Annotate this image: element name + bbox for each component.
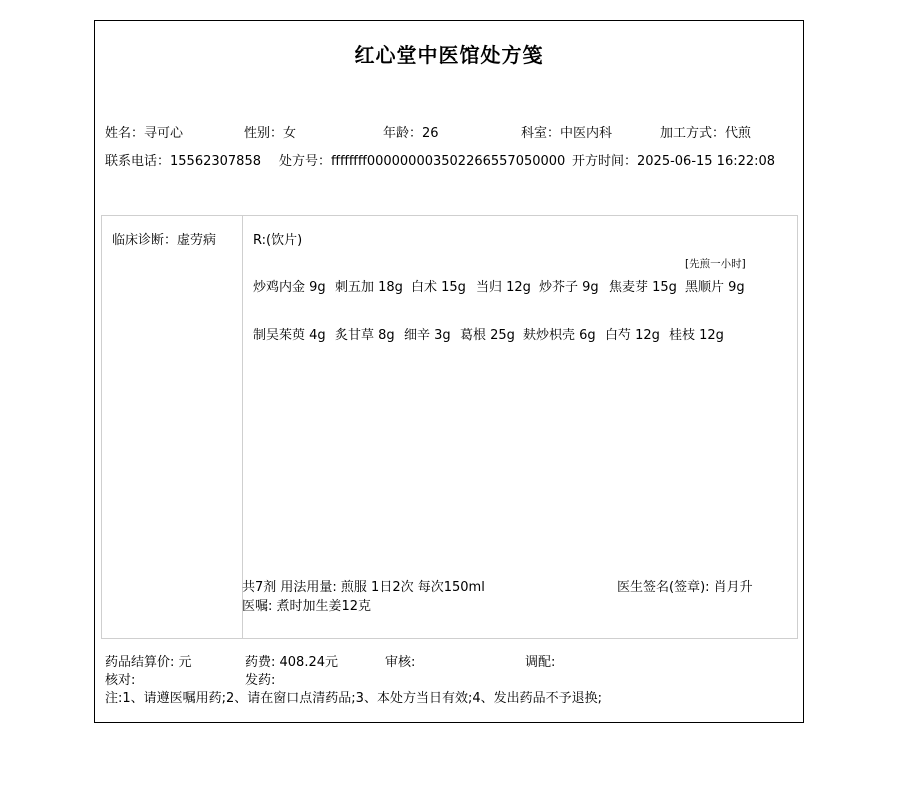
check-label: 核对: <box>105 673 136 688</box>
herb-item: 葛根 25g <box>460 328 515 343</box>
herb-item: 炒芥子 9g <box>539 280 599 295</box>
herb-item: 当归 12g <box>476 280 531 295</box>
herb-item: 麸炒枳壳 6g <box>523 328 596 343</box>
patient-age: 年龄：26 <box>383 126 439 141</box>
herb-item: 刺五加 18g <box>335 280 403 295</box>
issue-label: 发药: <box>245 673 276 688</box>
herb-item: 炙甘草 8g <box>335 328 395 343</box>
doctor-signature: 医生签名(签章): 肖月升 <box>617 580 753 595</box>
herb-item: 细辛 3g <box>404 328 451 343</box>
herb-item: 桂枝 12g <box>669 328 724 343</box>
patient-gender: 性别：女 <box>244 126 297 141</box>
herb-item: 黑顺片 9g <box>685 280 745 295</box>
footer-note: 注:1、请遵医嘱用药;2、请在窗口点清药品;3、本处方当日有效;4、发出药品不予退换; <box>105 691 602 706</box>
prescribe-time: 开方时间：2025-06-15 16:22:08 <box>572 154 776 169</box>
rx-label: R:(饮片) <box>253 233 303 248</box>
herb-item: 炒鸡内金 9g <box>253 280 326 295</box>
medical-advice: 医嘱: 煮时加生姜12克 <box>242 599 372 614</box>
patient-name: 姓名：寻可心 <box>105 126 184 141</box>
prescription-number: 处方号：ffffffff0000000035022665570500​00 <box>279 154 566 169</box>
prescription-body <box>101 215 798 639</box>
review-label: 审核: <box>385 655 416 670</box>
herb-item: 白芍 12g <box>605 328 660 343</box>
process-method: 加工方式：代煎 <box>660 126 752 141</box>
herb-item: 白术 15g <box>411 280 466 295</box>
page-title: 红心堂中医馆处方笺 <box>354 43 544 67</box>
herb-item: 焦麦芽 15g <box>609 280 677 295</box>
phone: 联系电话：15562307858 <box>105 154 261 169</box>
usage-dosage: 共7剂 用法用量: 煎服 1日2次 每次150ml <box>242 580 485 595</box>
clinical-diagnosis: 临床诊断：虚劳病 <box>112 233 217 248</box>
dispense-prep-label: 调配: <box>525 655 556 670</box>
herb-note: [先煎一小时] <box>685 258 746 270</box>
column-divider <box>242 216 243 638</box>
settlement-price: 药品结算价: 元 <box>105 655 192 670</box>
department: 科室：中医内科 <box>521 126 613 141</box>
prescription-sheet <box>94 20 804 723</box>
drug-fee: 药费: 408.24元 <box>245 655 338 670</box>
herb-item: 制吴茱萸 4g <box>253 328 326 343</box>
